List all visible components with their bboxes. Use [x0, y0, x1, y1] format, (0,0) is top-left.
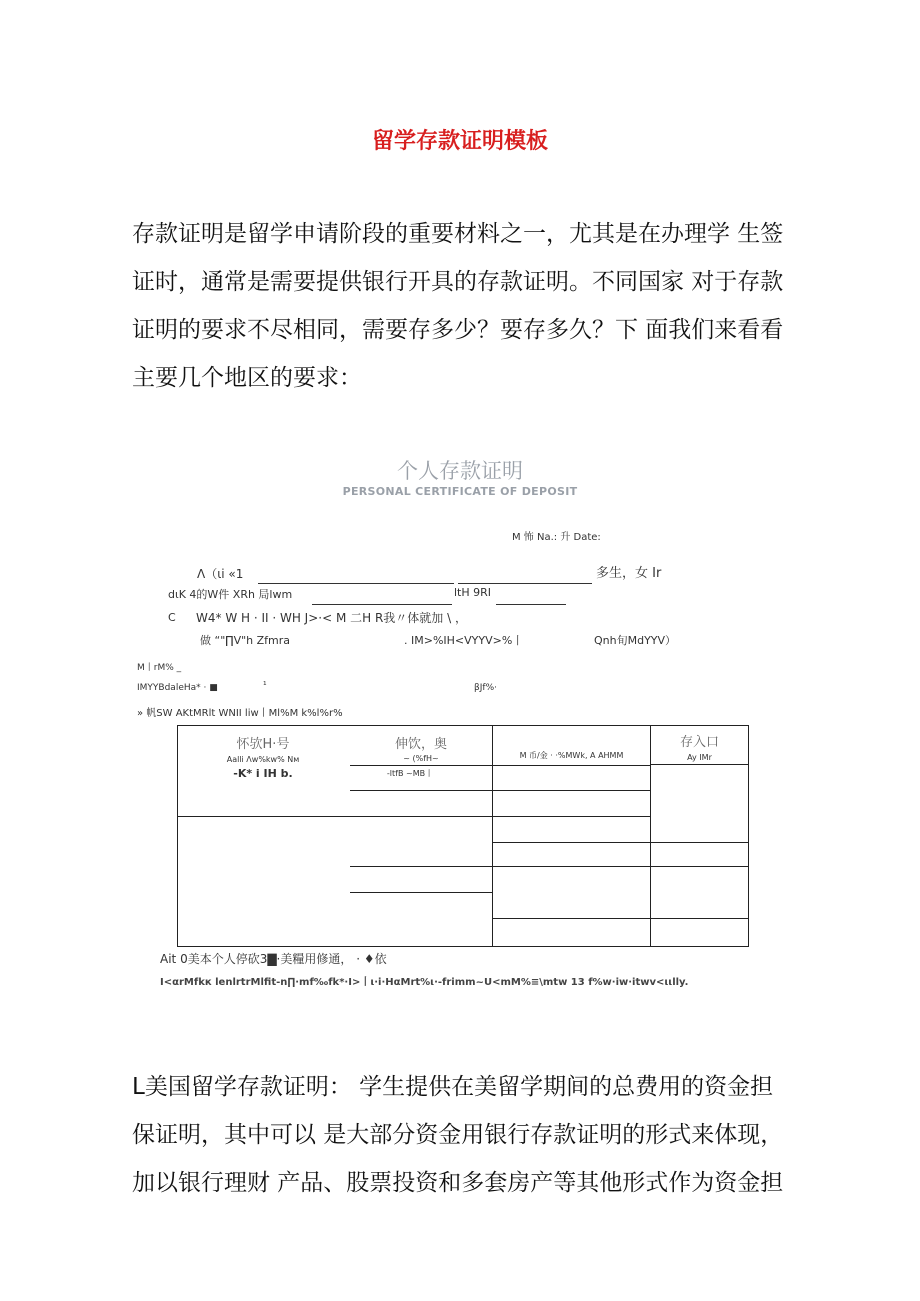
table-col1-value: -K* i IH b.: [233, 767, 293, 780]
certificate-underline: [496, 586, 566, 605]
table-col1-head: 怀欤H·号: [236, 737, 290, 752]
certificate-row5: M丨rM% _: [137, 663, 182, 673]
certificate-row3-a: C: [168, 611, 176, 624]
certificate-row6-c: βJf%·: [474, 683, 497, 693]
table-col2-head: 伸饮，奥: [394, 737, 447, 752]
certificate-row4-b: . IM>%IH<VYYV>%丨: [404, 634, 524, 647]
certificate-row7: » 帆SW AKtMRlt WNII liw丨Ml%M k%l%r%: [137, 708, 343, 719]
page-title: 留学存款证明模板: [371, 129, 548, 154]
intro-paragraph: [132, 210, 797, 402]
certificate-title-cn: 个人存款证明: [397, 459, 523, 483]
certificate-row1-label: Λ（ιi «1: [197, 567, 244, 581]
table-col2-value: -ltfB ~MB丨: [386, 769, 434, 778]
certificate-row4-a: 做 “"∏V"h Zfmra: [200, 634, 291, 647]
intro-line: 存款证明是留学申请阶段的重要材料之一，尤其是在办理学 生签: [132, 221, 784, 247]
body-paragraph: [132, 1063, 797, 1207]
table-col2-sub: ~ (%fH~: [403, 754, 439, 763]
certificate-underline: [458, 565, 592, 584]
certificate-footer2: I<αrMfkк lenlrtrMlfit-n∏·mf‰fk*·I>丨ι·i·HαMrt%ι·-frimm~U<mM%≡\mtw 13 f%w·iw·itwv<ιιlly.: [160, 977, 689, 988]
certificate-row1-right: 多生，女 Ir: [596, 566, 662, 581]
table-col3-head: M 币/金 · ·%MWk, A AHMM: [519, 751, 624, 760]
body-line: L美国留学存款证明： 学生提供在美留学期间的总费用的资金担: [132, 1074, 774, 1100]
certificate-row3-b: W4* W H · II · WH J>·< M 二H R我〃体就加 \ ，: [196, 611, 467, 625]
certificate-row6-b: ¹: [263, 681, 267, 691]
body-line: 加以银行理财 产品、股票投资和多套房产等其他形式作为资金担: [132, 1170, 784, 1196]
certificate-row6-a: IMYYBdaleHa* · ■: [137, 683, 218, 693]
certificate-underline: [312, 586, 452, 605]
certificate-row4-c: Qnh旬MdYYV）: [594, 634, 677, 647]
intro-line: 证明的要求不尽相同，需要存多少？要存多久？下 面我们来看看: [132, 317, 784, 343]
certificate-footer1: Ait 0美本个人停砍3▇·美糧用修通， · ♦依: [160, 952, 387, 966]
intro-line: 证时，通常是需要提供银行开具的存款证明。不同国家 对于存款: [132, 269, 784, 295]
table-col4-sub: Ay IMr: [687, 753, 712, 762]
certificate-number-date: M 怖 Na.: 升 Date:: [512, 532, 601, 543]
certificate-row2-b: ltH 9RI: [454, 586, 492, 599]
certificate-row2-a: dιK 4的W件 XRh 局lwm: [168, 588, 293, 601]
body-line: 保证明，其中可以 是大部分资金用银行存款证明的形式来体现，: [132, 1122, 784, 1148]
certificate-title-en: PERSONAL CERTIFICATE OF DEPOSIT: [342, 485, 578, 498]
table-col4-head: 存入口: [679, 735, 719, 750]
table-col1-sub: Aalli Λw%kw% Nм: [226, 755, 300, 764]
intro-line: 主要几个地区的要求：: [132, 365, 362, 391]
certificate-underline: [258, 565, 454, 584]
